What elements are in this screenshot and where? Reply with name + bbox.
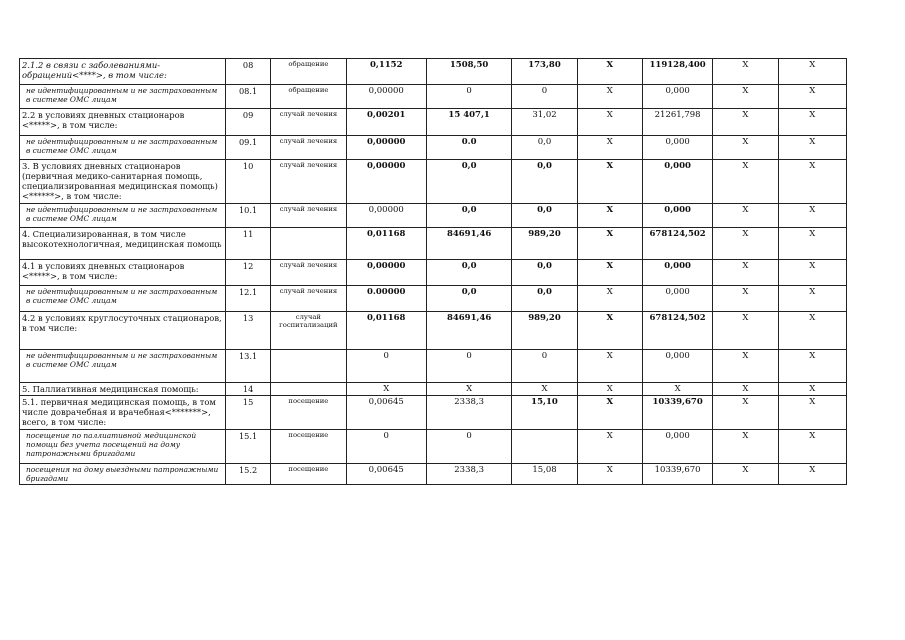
table-row (20, 464, 847, 485)
value-cell: X (778, 383, 846, 396)
row-label: 3. В условиях дневных стационаров (первичная медико-санитарная помощь, специализированная медицинская помощь)<******>, в том числе: (20, 160, 226, 204)
table-row (20, 312, 847, 350)
value-cell: X (713, 286, 778, 312)
value-cell: X (577, 260, 642, 286)
value-cell: 15,10 (512, 396, 577, 430)
value-cell: 0,000 (642, 430, 712, 464)
value-cell: 0 (512, 350, 577, 383)
row-unit: случай лечения (271, 260, 346, 286)
value-cell: 0 (426, 85, 511, 109)
value-cell: 0,000 (642, 350, 712, 383)
value-cell: 10339,670 (642, 464, 712, 485)
value-cell: X (778, 312, 846, 350)
value-cell: 0 (426, 430, 511, 464)
table-row (20, 204, 847, 228)
value-cell: X (426, 383, 511, 396)
value-cell: 0.00000 (346, 286, 426, 312)
row-code: 12 (225, 260, 270, 286)
value-cell: X (577, 109, 642, 136)
value-cell: X (713, 260, 778, 286)
row-code: 10 (225, 160, 270, 204)
value-cell: 31,02 (512, 109, 577, 136)
value-cell: 119128,400 (642, 59, 712, 85)
value-cell: X (713, 464, 778, 485)
value-cell: X (778, 59, 846, 85)
value-cell: X (778, 109, 846, 136)
row-label: не идентифицированным и не застрахованным в системе ОМС лицам (20, 204, 226, 228)
value-cell: 0,01168 (346, 228, 426, 260)
value-cell: X (713, 85, 778, 109)
value-cell: 0,00201 (346, 109, 426, 136)
row-unit: посещение (271, 430, 346, 464)
row-unit: обращение (271, 85, 346, 109)
value-cell: X (778, 204, 846, 228)
value-cell: X (512, 383, 577, 396)
value-cell: X (778, 430, 846, 464)
row-unit: случай лечения (271, 109, 346, 136)
value-cell: X (778, 160, 846, 204)
value-cell: 0 (426, 350, 511, 383)
value-cell: 989,20 (512, 312, 577, 350)
value-cell: 0,00000 (346, 260, 426, 286)
row-label: не идентифицированным и не застрахованным в системе ОМС лицам (20, 85, 226, 109)
value-cell: 0,0 (512, 286, 577, 312)
row-unit: посещение (271, 396, 346, 430)
value-cell: 0,000 (642, 160, 712, 204)
row-unit: случай лечения (271, 204, 346, 228)
row-label: не идентифицированным и не застрахованным в системе ОМС лицам (20, 136, 226, 160)
value-cell: 0 (346, 430, 426, 464)
row-label: 5.1. первичная медицинская помощь, в том числе доврачебная и врачебная<*******>, всего, в том числе: (20, 396, 226, 430)
value-cell (512, 430, 577, 464)
table-body (20, 59, 847, 485)
value-cell: X (778, 350, 846, 383)
row-label: 4.2 в условиях круглосуточных стационаров, в том числе: (20, 312, 226, 350)
financial-table (19, 58, 847, 485)
value-cell: 0 (512, 85, 577, 109)
table-row (20, 260, 847, 286)
value-cell: X (577, 160, 642, 204)
value-cell: 0,000 (642, 286, 712, 312)
row-unit: случай лечения (271, 286, 346, 312)
value-cell: 0,1152 (346, 59, 426, 85)
row-unit: случай лечения (271, 160, 346, 204)
row-label: не идентифицированным и не застрахованным в системе ОМС лицам (20, 350, 226, 383)
row-code: 15.2 (225, 464, 270, 485)
value-cell: 0,000 (642, 136, 712, 160)
value-cell: 84691,46 (426, 312, 511, 350)
value-cell: 0,0 (512, 204, 577, 228)
table-row (20, 228, 847, 260)
value-cell: 678124,502 (642, 228, 712, 260)
value-cell: 0,00000 (346, 204, 426, 228)
value-cell: X (713, 383, 778, 396)
row-code: 09 (225, 109, 270, 136)
value-cell: 0,0 (426, 260, 511, 286)
value-cell: X (577, 383, 642, 396)
value-cell: X (577, 204, 642, 228)
value-cell: X (577, 350, 642, 383)
value-cell: 10339,670 (642, 396, 712, 430)
value-cell: 0,000 (642, 85, 712, 109)
value-cell: X (713, 160, 778, 204)
table-row (20, 109, 847, 136)
row-unit (271, 383, 346, 396)
value-cell: X (577, 228, 642, 260)
value-cell: 15,08 (512, 464, 577, 485)
row-label: посещения на дому выездными патронажными бригадами (20, 464, 226, 485)
row-unit: посещение (271, 464, 346, 485)
row-code: 08 (225, 59, 270, 85)
value-cell: 21261,798 (642, 109, 712, 136)
value-cell: 1508,50 (426, 59, 511, 85)
row-label: 4.1 в условиях дневных стационаров <*****>, в том числе: (20, 260, 226, 286)
table-row (20, 350, 847, 383)
row-code: 08.1 (225, 85, 270, 109)
value-cell: 0,00000 (346, 160, 426, 204)
value-cell: 0,0 (512, 160, 577, 204)
value-cell: X (577, 464, 642, 485)
value-cell: 15 407,1 (426, 109, 511, 136)
value-cell: X (713, 350, 778, 383)
row-unit: случай госпитализаций (271, 312, 346, 350)
row-label: 5. Паллиативная медицинская помощь: (20, 383, 226, 396)
table-row (20, 286, 847, 312)
value-cell: 0,00000 (346, 136, 426, 160)
row-label: 4. Специализированная, в том числе высокотехнологичная, медицинская помощь (20, 228, 226, 260)
row-code: 15.1 (225, 430, 270, 464)
row-code: 13.1 (225, 350, 270, 383)
value-cell: X (642, 383, 712, 396)
row-code: 11 (225, 228, 270, 260)
value-cell: 0,00645 (346, 396, 426, 430)
value-cell: 0,000 (642, 204, 712, 228)
value-cell: 989,20 (512, 228, 577, 260)
row-label: 2.2 в условиях дневных стационаров <*****>, в том числе: (20, 109, 226, 136)
row-code: 10.1 (225, 204, 270, 228)
value-cell: X (713, 396, 778, 430)
value-cell: X (713, 312, 778, 350)
row-code: 15 (225, 396, 270, 430)
value-cell: X (713, 136, 778, 160)
table-row (20, 430, 847, 464)
row-unit (271, 350, 346, 383)
value-cell: 0,00000 (346, 85, 426, 109)
value-cell: X (577, 430, 642, 464)
table-row (20, 160, 847, 204)
value-cell: X (577, 85, 642, 109)
value-cell: X (713, 59, 778, 85)
value-cell: 0,0 (426, 160, 511, 204)
value-cell: 0,0 (512, 260, 577, 286)
table-row (20, 136, 847, 160)
value-cell: X (577, 396, 642, 430)
value-cell: 0,01168 (346, 312, 426, 350)
value-cell: X (778, 464, 846, 485)
value-cell: 0,0 (512, 136, 577, 160)
value-cell: X (778, 396, 846, 430)
table-row (20, 85, 847, 109)
value-cell: 2338,3 (426, 396, 511, 430)
row-unit: случай лечения (271, 136, 346, 160)
value-cell: 84691,46 (426, 228, 511, 260)
value-cell: X (577, 286, 642, 312)
value-cell: X (577, 312, 642, 350)
row-code: 13 (225, 312, 270, 350)
row-label: 2.1.2 в связи с заболеваниями-обращений<****>, в том числе: (20, 59, 226, 85)
value-cell: 0.0 (426, 136, 511, 160)
value-cell: X (778, 286, 846, 312)
value-cell: 0,0 (426, 286, 511, 312)
row-code: 14 (225, 383, 270, 396)
row-unit: обращение (271, 59, 346, 85)
row-unit (271, 228, 346, 260)
table-row (20, 383, 847, 396)
row-code: 09.1 (225, 136, 270, 160)
value-cell: 173,80 (512, 59, 577, 85)
value-cell: 0,000 (642, 260, 712, 286)
value-cell: 678124,502 (642, 312, 712, 350)
value-cell: 0 (346, 350, 426, 383)
value-cell: X (713, 430, 778, 464)
row-label: не идентифицированным и не застрахованным в системе ОМС лицам (20, 286, 226, 312)
table-row (20, 59, 847, 85)
value-cell: X (713, 109, 778, 136)
value-cell: 2338,3 (426, 464, 511, 485)
row-label: посещение по паллиативной медицинской помощи без учета посещений на дому патронажными бригадами (20, 430, 226, 464)
value-cell: 0,0 (426, 204, 511, 228)
value-cell: 0,00645 (346, 464, 426, 485)
value-cell: X (577, 136, 642, 160)
value-cell: X (577, 59, 642, 85)
value-cell: X (778, 136, 846, 160)
value-cell: X (346, 383, 426, 396)
value-cell: X (713, 204, 778, 228)
value-cell: X (778, 85, 846, 109)
value-cell: X (713, 228, 778, 260)
row-code: 12.1 (225, 286, 270, 312)
value-cell: X (778, 228, 846, 260)
value-cell: X (778, 260, 846, 286)
table-row (20, 396, 847, 430)
